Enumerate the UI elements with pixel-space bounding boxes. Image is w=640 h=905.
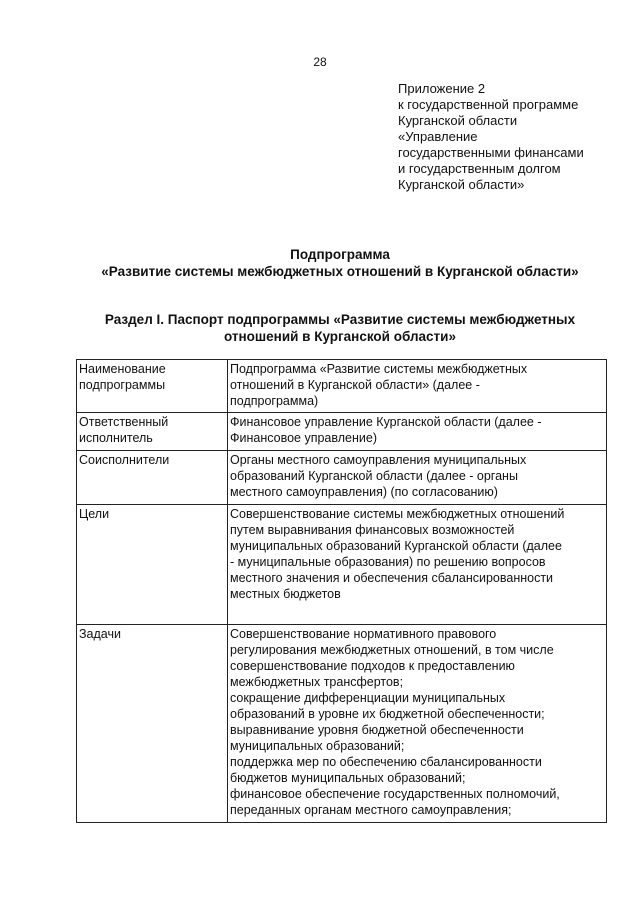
value-line: Подпрограмма «Развитие системы межбюджетных <box>230 362 528 376</box>
value-line: местного значения и обеспечения сбалансированности <box>230 571 554 585</box>
row-label <box>77 413 228 451</box>
appendix-line: Приложение 2 <box>398 81 486 96</box>
label-line: исполнитель <box>79 431 153 445</box>
row-label <box>77 505 228 625</box>
appendix-line: «Управление <box>398 129 478 144</box>
value-line: финансовое обеспечение государственных полномочий, <box>230 787 560 801</box>
value-line: совершенствование подходов к предоставлению <box>230 659 515 673</box>
subprogram-title-line1: Подпрограмма <box>290 247 390 262</box>
value-line: Финансовое управление Курганской области (далее - <box>230 415 542 429</box>
appendix-line: к государственной программе <box>398 97 579 112</box>
value-line: переданных органам местного самоуправления; <box>230 803 512 817</box>
value-line: путем выравнивания финансовых возможностей <box>230 523 515 537</box>
page-number: 28 <box>313 55 327 69</box>
value-line: отношений в Курганской области» (далее - <box>230 378 480 392</box>
table-row <box>77 625 607 823</box>
row-label <box>77 625 228 823</box>
value-line: местного самоуправления) (по согласованию) <box>230 485 498 499</box>
appendix-line: и государственным долгом <box>398 161 561 176</box>
subprogram-title <box>0 246 640 280</box>
table-row <box>77 505 607 625</box>
row-value <box>228 451 607 505</box>
table-row <box>77 413 607 451</box>
table-row <box>77 451 607 505</box>
label-line: Соисполнители <box>79 453 170 467</box>
value-line: местных бюджетов <box>230 587 341 601</box>
appendix-line: Курганской области <box>398 113 518 128</box>
section-title-line1: Раздел I. Паспорт подпрограммы «Развитие системы межбюджетных <box>104 312 576 327</box>
section-title <box>0 311 640 345</box>
label-line: Наименование <box>79 362 166 376</box>
appendix-line: Курганской области» <box>398 177 525 192</box>
value-line: - муниципальные образования) по решению вопросов <box>230 555 546 569</box>
value-line: межбюджетных трансфертов; <box>230 675 404 689</box>
value-line: Совершенствование системы межбюджетных отношений <box>230 507 565 521</box>
row-value <box>228 625 607 823</box>
value-line: образований в уровне их бюджетной обеспеченности; <box>230 707 545 721</box>
value-line: бюджетов муниципальных образований; <box>230 771 466 785</box>
row-label <box>77 451 228 505</box>
label-line: Задачи <box>79 627 121 641</box>
appendix-line: государственными финансами <box>398 145 584 160</box>
value-line: подпрограмма) <box>230 394 319 408</box>
value-line: образований Курганской области (далее - органы <box>230 469 518 483</box>
table-row <box>77 360 607 413</box>
section-title-line2: отношений в Курганской области» <box>224 329 456 344</box>
value-line: Финансовое управление) <box>230 431 377 445</box>
subprogram-title-line2: «Развитие системы межбюджетных отношений в Курганской области» <box>101 264 579 279</box>
row-label <box>77 360 228 413</box>
value-line: регулирования межбюджетных отношений, в том числе <box>230 643 554 657</box>
value-line: сокращение дифференциации муниципальных <box>230 691 506 705</box>
appendix-block <box>398 81 628 193</box>
label-line: Ответственный <box>79 415 169 429</box>
row-value <box>228 505 607 625</box>
value-line: Совершенствование нормативного правового <box>230 627 497 641</box>
row-value <box>228 360 607 413</box>
label-line: подпрограммы <box>79 378 166 392</box>
passport-table <box>76 359 607 823</box>
value-line: поддержка мер по обеспечению сбалансированности <box>230 755 542 769</box>
value-line: муниципальных образований; <box>230 739 405 753</box>
row-value <box>228 413 607 451</box>
value-line: муниципальных образований Курганской области (далее <box>230 539 562 553</box>
value-line: выравнивание уровня бюджетной обеспеченности <box>230 723 524 737</box>
label-line: Цели <box>79 507 110 521</box>
value-line: Органы местного самоуправления муниципальных <box>230 453 527 467</box>
